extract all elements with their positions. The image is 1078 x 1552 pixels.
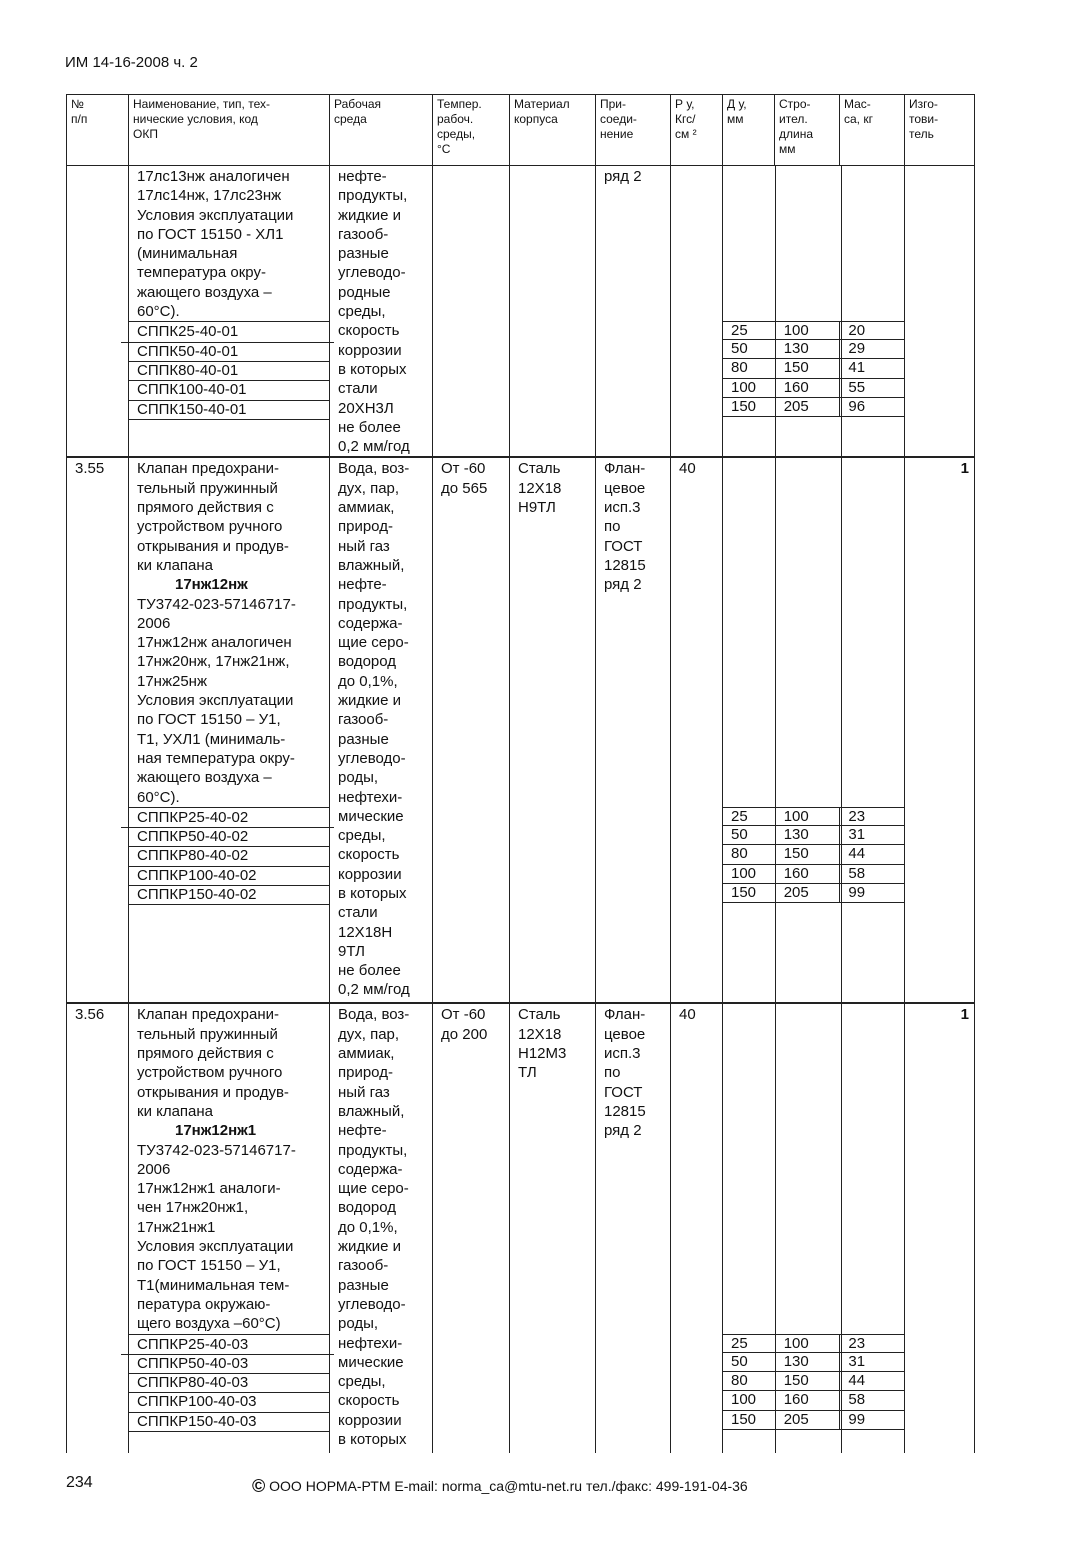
manufacturer-ref (905, 166, 975, 458)
construction-length: 100 (775, 808, 840, 825)
model-designation: СППКР50-40-02 (137, 827, 324, 846)
mass-value: 41 (839, 359, 904, 377)
col-header-temperature: Темпер. рабоч. среды, °С (433, 95, 510, 166)
model-specs (723, 321, 904, 417)
row-number: 3.55 (67, 457, 129, 1003)
model-designation: СППК50-40-01 (137, 342, 324, 361)
product-conditions: ТУ3742-023-57146717- 2006 17нж12нж1 аналоги- чен 17нж20нж1, 17нж21нж1 Условия эксплуатации по ГОСТ 15150 – У1, Т1(минимальная тем- пература окружаю- щего воздуха –60°С) (137, 1141, 296, 1333)
nominal-diameter: 150 (731, 883, 757, 901)
spec-row (723, 340, 904, 359)
construction-length: 150 (775, 1372, 840, 1390)
mass-value: 23 (839, 1335, 904, 1352)
model-designation: СППКР100-40-03 (137, 1392, 324, 1411)
construction-length: 160 (775, 379, 840, 397)
table-header-row (67, 95, 975, 166)
nominal-diameter: 80 (731, 845, 748, 863)
product-description: Клапан предохрани- тельный пружинный прямого действия с устройством ручного открывания и продув- ки клапана (137, 1006, 289, 1120)
mass-value: 99 (839, 1411, 904, 1429)
construction-length: 130 (775, 826, 840, 844)
col-header-material: Материал корпуса (510, 95, 596, 166)
model-specs-cell (723, 1003, 905, 1453)
row-number: 3.56 (67, 1003, 129, 1453)
spec-row (723, 845, 904, 864)
mass-value: 44 (839, 1372, 904, 1390)
col-header-mass: Мас- са, кг (840, 95, 905, 166)
spec-row (723, 1411, 904, 1430)
construction-length: 205 (775, 398, 840, 416)
page-number: 234 (66, 1474, 93, 1491)
model-designation: СППКР150-40-03 (137, 1412, 324, 1431)
model-designation: СППКР25-40-03 (129, 1334, 329, 1354)
model-designation: СППКР50-40-03 (137, 1354, 324, 1373)
nominal-diameter: 50 (731, 826, 748, 844)
col-header-nominal-diameter: Д у, мм (723, 95, 775, 166)
construction-length: 205 (775, 1411, 840, 1429)
nominal-diameter: 80 (731, 1372, 748, 1390)
construction-length: 130 (775, 340, 840, 358)
spec-row (723, 884, 904, 903)
construction-length: 100 (775, 1335, 840, 1352)
construction-length: 100 (775, 322, 840, 339)
nominal-diameter: 100 (731, 864, 757, 882)
working-medium: Вода, воз- дух, пар, аммиак, природ- ный газ влажный, нефте- продукты, содержа- щие серо- водород до 0,1%, жидкие и газооб- разные углеводо- роды, нефтехи- мические среды, скорость коррозии в которых (330, 1003, 433, 1453)
model-designation: СППКР80-40-03 (137, 1373, 324, 1392)
model-designation: СППКР150-40-02 (137, 885, 324, 904)
model-specs-cell (723, 457, 905, 1003)
construction-length: 130 (775, 1353, 840, 1371)
working-medium: Вода, воз- дух, пар, аммиак, природ- ный газ влажный, нефте- продукты, содержа- щие серо- водород до 0,1%, жидкие и газооб- разные углеводо- роды, нефтехи- мические среды, скорость коррозии в которых стали 12Х18Н 9ТЛ не более 0,2 мм/год (330, 457, 433, 1003)
mass-value: 23 (839, 808, 904, 825)
mass-value: 96 (839, 398, 904, 416)
spec-row (723, 865, 904, 884)
mass-value: 58 (839, 865, 904, 883)
manufacturer-ref: 1 (905, 457, 975, 1003)
construction-length: 150 (775, 845, 840, 863)
product-conditions: ТУ3742-023-57146717- 2006 17нж12нж аналогичен 17нж20нж, 17нж21нж, 17нж25нж Условия эксплуатации по ГОСТ 15150 – У1, Т1, УХЛ1 (минималь- ная температура окру- жающего воздуха – 60°С). (137, 595, 296, 806)
nominal-diameter: 150 (731, 1410, 757, 1428)
model-specs-cell (723, 166, 905, 458)
col-header-connection: При- соеди- нение (596, 95, 671, 166)
mass-value: 29 (839, 340, 904, 358)
nominal-pressure (671, 166, 723, 458)
col-header-medium: Рабочая среда (330, 95, 433, 166)
nominal-diameter: 80 (731, 359, 748, 377)
spec-row (723, 1334, 904, 1353)
row-name-cell (129, 166, 330, 458)
table-row (67, 166, 975, 458)
table-row (67, 457, 975, 1003)
table-row (67, 1003, 975, 1453)
manufacturer-ref: 1 (905, 1003, 975, 1453)
product-code: 17нж12нж1 (175, 1122, 257, 1140)
model-designation: СППК25-40-01 (129, 321, 329, 341)
spec-row (723, 807, 904, 826)
spec-row (723, 1372, 904, 1391)
body-material: Сталь 12Х18 Н9ТЛ (510, 457, 596, 1003)
col-header-pressure: Р у, Кгс/ см ² (671, 95, 723, 166)
working-temperature: От -60 до 565 (433, 457, 510, 1003)
spec-row (723, 1353, 904, 1372)
mass-value: 20 (839, 322, 904, 339)
footer-contact: ООО НОРМА-РТМ E-mail: norma_ca@mtu-net.ru тел./факс: 499-191-04-36 (269, 1478, 748, 1494)
model-designation: СППК80-40-01 (137, 361, 324, 380)
nominal-diameter: 50 (731, 1352, 748, 1370)
col-header-length: Стро- ител. длина мм (775, 95, 840, 166)
mass-value: 31 (839, 826, 904, 844)
model-designation: СППК100-40-01 (137, 380, 324, 399)
working-temperature: От -60 до 200 (433, 1003, 510, 1453)
working-medium: нефте- продукты, жидкие и газооб- разные углеводо- родные среды, скорость коррозии в которых стали 20ХН3Л не более 0,2 мм/год (330, 166, 433, 458)
construction-length: 205 (775, 884, 840, 902)
model-designation: СППК150-40-01 (137, 400, 324, 419)
construction-length: 160 (775, 865, 840, 883)
spec-row (723, 398, 904, 417)
product-description: 17лс13нж аналогичен 17лс14нж, 17лс23нж Условия эксплуатации по ГОСТ 15150 - ХЛ1 (минимальная температура окру- жающего воздуха – 60°С). (137, 168, 294, 321)
nominal-diameter: 50 (731, 340, 748, 358)
spec-row (723, 826, 904, 845)
mass-value: 55 (839, 379, 904, 397)
row-number (67, 166, 129, 458)
spec-row (723, 359, 904, 378)
model-designation: СППКР80-40-02 (137, 846, 324, 865)
mass-value: 58 (839, 1391, 904, 1409)
construction-length: 150 (775, 359, 840, 377)
mass-value: 44 (839, 845, 904, 863)
construction-length: 160 (775, 1391, 840, 1409)
nominal-diameter: 25 (731, 807, 748, 825)
nominal-pressure: 40 (671, 457, 723, 1003)
body-material (510, 166, 596, 458)
col-header-name: Наименование, тип, тех- нические условия, код ОКП (129, 95, 330, 166)
product-code: 17нж12нж (175, 576, 248, 594)
model-designation: СППКР100-40-02 (137, 866, 324, 885)
nominal-diameter: 25 (731, 1334, 748, 1352)
document-id: ИМ 14-16-2008 ч. 2 (65, 54, 198, 71)
row-name-cell (129, 457, 330, 1003)
model-specs (723, 807, 904, 903)
body-material: Сталь 12Х18 Н12М3 ТЛ (510, 1003, 596, 1453)
model-specs (723, 1334, 904, 1430)
mass-value: 31 (839, 1353, 904, 1371)
working-temperature (433, 166, 510, 458)
connection-type: Флан- цевое исп.3 по ГОСТ 12815 ряд 2 (596, 1003, 671, 1453)
specification-table (66, 94, 975, 1453)
connection-type: Флан- цевое исп.3 по ГОСТ 12815 ряд 2 (596, 457, 671, 1003)
nominal-diameter: 25 (731, 321, 748, 339)
col-header-manufacturer: Изго- тови- тель (905, 95, 975, 166)
spec-row (723, 321, 904, 340)
connection-type: ряд 2 (596, 166, 671, 458)
product-description: Клапан предохрани- тельный пружинный прямого действия с устройством ручного открывания и продув- ки клапана (137, 460, 289, 574)
nominal-diameter: 100 (731, 378, 757, 396)
copyright-icon: © (252, 1476, 266, 1496)
spec-row (723, 379, 904, 398)
nominal-diameter: 100 (731, 1391, 757, 1409)
nominal-pressure: 40 (671, 1003, 723, 1453)
nominal-diameter: 150 (731, 398, 757, 416)
model-designation: СППКР25-40-02 (129, 807, 329, 827)
spec-row (723, 1391, 904, 1410)
col-header-number: № п/п (67, 95, 129, 166)
row-name-cell (129, 1003, 330, 1453)
footer-publisher (252, 1475, 748, 1496)
mass-value: 99 (839, 884, 904, 902)
